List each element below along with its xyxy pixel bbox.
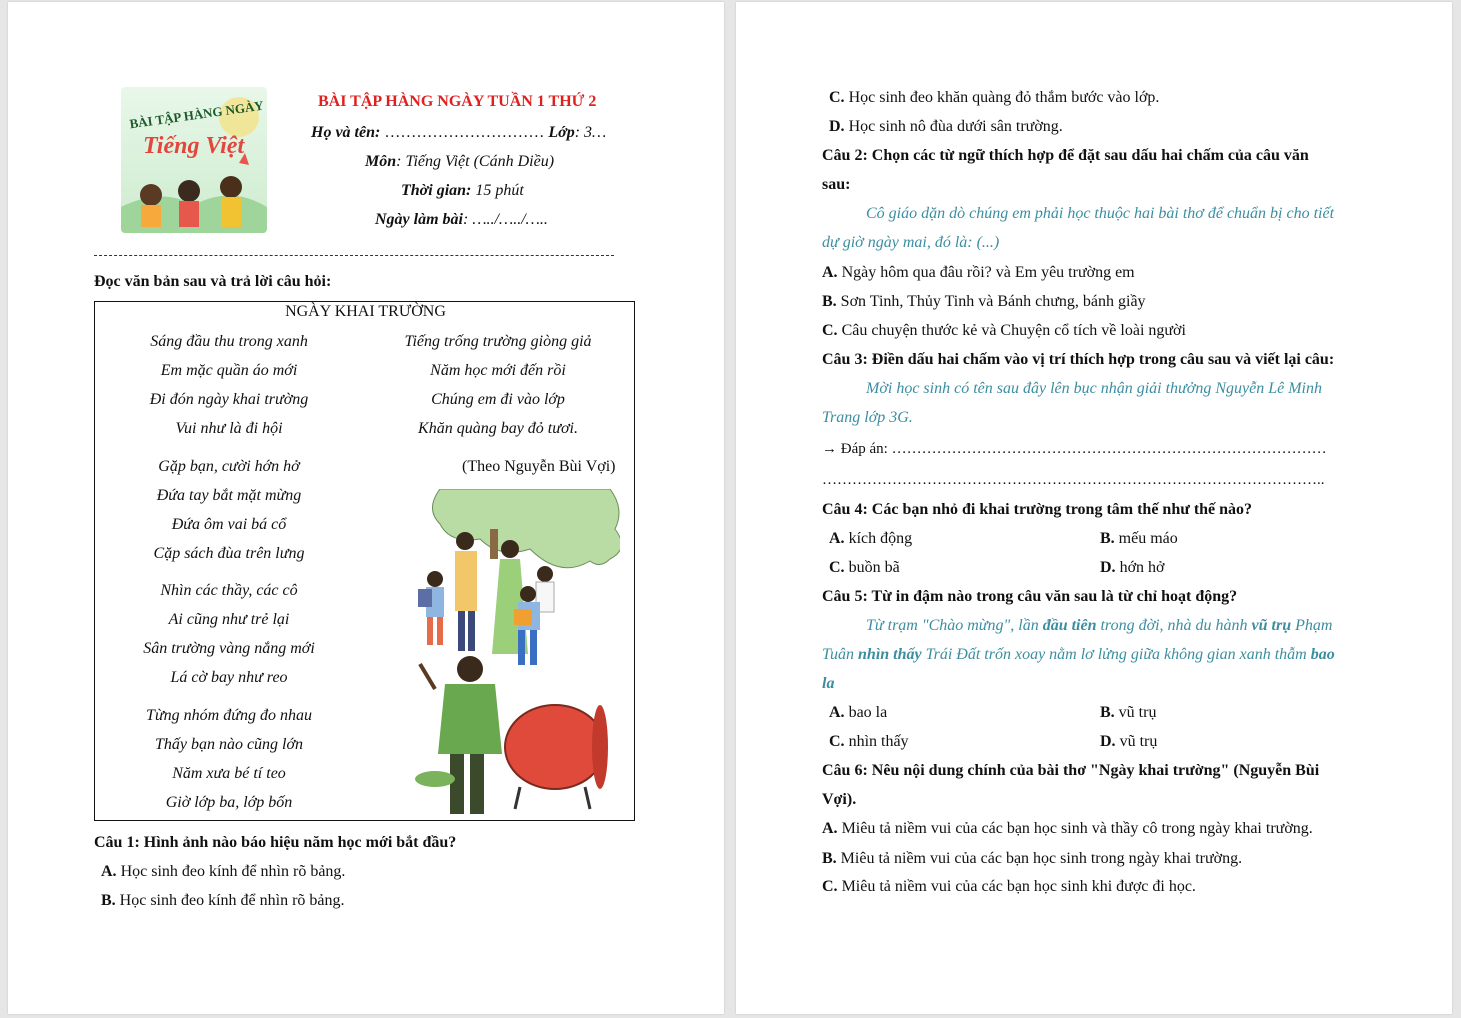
question-5-title: Câu 5: Từ in đậm nào trong câu văn sau là từ chỉ hoạt động? <box>822 588 1238 605</box>
poem-line-left: Thấy bạn nào cũng lớn <box>154 736 304 753</box>
worksheet-title: BÀI TẬP HÀNG NGÀY TUẦN 1 THỨ 2 <box>318 93 597 110</box>
poem-line-left: Lá cờ bay như reo <box>170 669 288 686</box>
poem-line-left: Vui như là đi hội <box>175 420 283 437</box>
question-4-option-d[interactable]: D. hớn hở <box>1100 559 1165 576</box>
name-label: Họ và tên: <box>311 124 381 141</box>
poem-line-left: Ai cũng như trẻ lại <box>168 611 290 628</box>
time-label: Thời gian: <box>401 182 472 199</box>
question-6-title-cont: Vợi). <box>822 791 857 808</box>
subject-value: : Tiếng Việt (Cánh Diều) <box>396 153 555 170</box>
instruction: Đọc văn bản sau và trả lời câu hỏi: <box>94 273 332 290</box>
subject-line <box>365 153 554 171</box>
question-5-quote: Từ trạm "Chào mừng", lần đầu tiên trong đời, nhà du hành vũ trụ Phạm <box>866 617 1333 634</box>
question-5-quote-end: la <box>822 675 835 692</box>
poem-title: NGÀY KHAI TRƯỜNG <box>285 303 446 320</box>
question-6-option-c[interactable]: C. Miêu tả niềm vui của các bạn học sinh khi được đi học. <box>822 878 1196 895</box>
poem-line-right: Chúng em đi vào lớp <box>431 391 565 408</box>
question-5-option-d[interactable]: D. vũ trụ <box>1100 733 1158 750</box>
logo <box>121 87 267 233</box>
poem-line-left: Đứa ôm vai bá cổ <box>171 516 287 533</box>
poem-line-left: Giờ lớp ba, lớp bốn <box>165 794 293 811</box>
poem-line-left: Nhìn các thầy, các cô <box>160 582 298 599</box>
question-3-quote: Mời học sinh có tên sau đây lên bục nhận giải thưởng Nguyễn Lê Minh <box>866 380 1322 397</box>
poem-line-left: Em mặc quần áo mới <box>160 362 298 379</box>
logo-subtitle: Tiếng Việt <box>143 133 245 159</box>
question-3-quote-cont: Trang lớp 3G. <box>822 409 913 426</box>
question-3-answer-line[interactable] <box>822 441 1327 458</box>
question-2-option-c[interactable]: C. Câu chuyện thước kẻ và Chuyện cổ tích về loài người <box>822 322 1186 339</box>
poem-line-left: Đứa tay bắt mặt mừng <box>156 487 302 504</box>
question-3-answer-line-2[interactable]: ……………………………………………………………………………………….. <box>822 472 1325 488</box>
question-1-option-d[interactable]: D. Học sinh nô đùa dưới sân trường. <box>829 118 1063 135</box>
answer-field[interactable]: …………………………………………………………………………… <box>891 441 1327 457</box>
class-field[interactable]: : 3… <box>574 124 607 141</box>
poem-line-left: Sáng đầu thu trong xanh <box>150 333 308 350</box>
name-field[interactable]: ………………………… <box>384 124 545 141</box>
question-5-option-b[interactable]: B. vũ trụ <box>1100 704 1157 721</box>
question-2-title-cont: sau: <box>822 176 851 193</box>
date-field[interactable]: : …../…../….. <box>463 211 548 228</box>
question-5-quote-cont: Tuân nhìn thấy Trái Đất trốn xoay nằm lơ lửng giữa không gian xanh thẫm bao <box>822 646 1335 663</box>
illustration <box>410 489 620 819</box>
question-2-option-b[interactable]: B. Sơn Tinh, Thủy Tinh và Bánh chưng, bánh giầy <box>822 293 1146 310</box>
question-1-option-b[interactable]: B. Học sinh đeo kính để nhìn rõ bảng. <box>101 892 345 909</box>
question-6-option-a[interactable]: A. Miêu tả niềm vui của các bạn học sinh và thầy cô trong ngày khai trường. <box>822 820 1313 837</box>
time-line <box>401 182 524 200</box>
poem-line-right: Năm học mới đến rồi <box>430 362 566 379</box>
poem-box <box>94 301 635 821</box>
question-3-title: Câu 3: Điền dấu hai chấm vào vị trí thích hợp trong câu sau và viết lại câu: <box>822 351 1335 368</box>
question-6-title: Câu 6: Nêu nội dung chính của bài thơ "Ngày khai trường" (Nguyễn Bùi <box>822 762 1320 779</box>
poem-source: (Theo Nguyễn Bùi Vợi) <box>462 458 616 475</box>
question-2-title: Câu 2: Chọn các từ ngữ thích hợp để đặt sau dấu hai chấm của câu văn <box>822 147 1309 164</box>
poem-line-left: Sân trường vàng nắng mới <box>143 640 315 657</box>
logo-title: BÀI TẬP HÀNG NGÀY <box>128 97 265 132</box>
time-value: 15 phút <box>471 182 524 199</box>
question-2-quote-cont: dự giờ ngày mai, đó là: (...) <box>822 234 1000 251</box>
question-5-option-c[interactable]: C. nhìn thấy <box>829 733 909 750</box>
divider <box>94 255 614 256</box>
poem-line-left: Đi đón ngày khai trường <box>149 391 309 408</box>
question-1-title: Câu 1: Hình ảnh nào báo hiệu năm học mới bắt đầu? <box>94 834 457 851</box>
question-6-option-b[interactable]: B. Miêu tả niềm vui của các bạn học sinh trong ngày khai trường. <box>822 850 1243 867</box>
name-line <box>311 124 606 142</box>
poem-line-left: Gặp bạn, cười hớn hở <box>158 458 300 475</box>
question-2-quote: Cô giáo dặn dò chúng em phải học thuộc hai bài thơ để chuẩn bị cho tiết <box>866 205 1335 222</box>
date-line <box>375 211 548 229</box>
page-1 <box>8 2 724 1014</box>
question-4-title: Câu 4: Các bạn nhỏ đi khai trường trong tâm thế như thế nào? <box>822 501 1253 518</box>
subject-label: Môn <box>365 153 397 170</box>
poem-line-right: Tiếng trống trường giòng giả <box>404 333 592 350</box>
poem-line-left: Từng nhóm đứng đo nhau <box>146 707 312 724</box>
poem-line-left: Năm xưa bé tí teo <box>172 765 286 782</box>
date-label: Ngày làm bài <box>375 211 463 228</box>
page-2 <box>736 2 1452 1014</box>
question-1-option-c[interactable]: C. Học sinh đeo khăn quàng đỏ thắm bước vào lớp. <box>829 89 1160 106</box>
question-4-option-a[interactable]: A. kích động <box>829 530 913 547</box>
question-5-option-a[interactable]: A. bao la <box>829 704 888 721</box>
answer-label: → Đáp án: <box>822 441 892 457</box>
question-2-option-a[interactable]: A. Ngày hôm qua đâu rồi? và Em yêu trường em <box>822 264 1135 281</box>
question-4-option-b[interactable]: B. mếu máo <box>1100 530 1178 547</box>
poem-line-left: Cặp sách đùa trên lưng <box>153 545 305 562</box>
question-1-option-a[interactable]: A. Học sinh đeo kính để nhìn rõ bảng. <box>101 863 346 880</box>
class-label: Lớp <box>548 124 575 141</box>
question-4-option-c[interactable]: C. buồn bã <box>829 559 900 576</box>
poem-line-right: Khăn quàng bay đỏ tươi. <box>418 420 578 437</box>
